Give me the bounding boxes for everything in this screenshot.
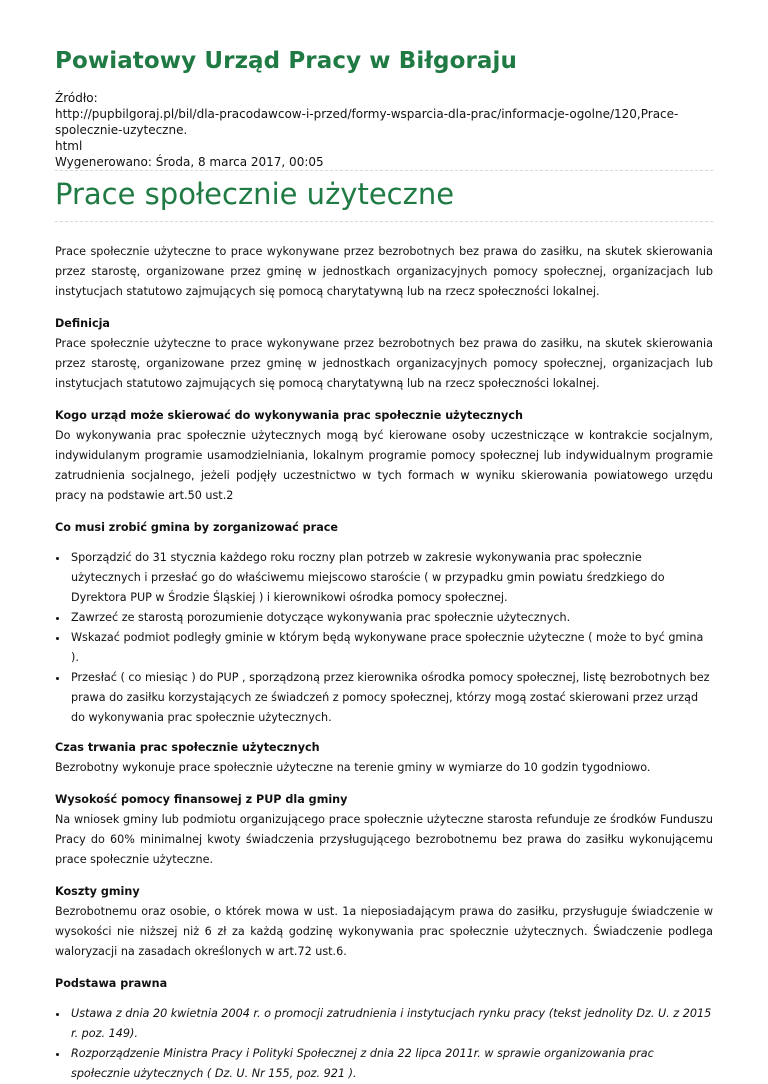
list-item: • Zawrzeć ze starostą porozumienie dotyczące wykonywania prac społecznie użytecznych. [69,608,713,628]
source-url-line2: html [55,139,83,153]
section-text: Bezrobotnemu oraz osobie, o którek mowa w ust. 1a nieposiadającym prawa do zasiłku, przysługuje świadczenie w wysokości nie niższej niż 6 zł za każdą godzinę wykonywania prac społecznie użytecznych. Świadczenie podlega waloryzacji na zasadach określonych w art.72 ust.6. [55,905,713,958]
list-item: • Ustawa z dnia 20 kwietnia 2004 r. o promocji zatrudnienia i instytucjach rynku pracy (tekst jednolity Dz. U. z 2015 r. poz. 149). [69,1004,713,1044]
generated-date: Wygenerowano: Środa, 8 marca 2017, 00:05 [55,155,324,169]
section-koszty-gminy [55,882,713,962]
section-heading: Wysokość pomocy finansowej z PUP dla gminy [55,793,348,806]
section-heading: Kogo urząd może skierować do wykonywania prac społecznie użytecznych [55,409,523,422]
section-heading: Definicja [55,317,110,330]
article-content [55,222,713,1084]
section-czas-trwania [55,738,713,778]
intro-paragraph: Prace społecznie użyteczne to prace wykonywane przez bezrobotnych bez prawa do zasiłku, na skutek skierowania przez starostę, organizowane przez gminę w jednostkach organizacyjnych pomocy społecznej, organizacjach lub instytucjach statutowo zajmujących się pomocą charytatywną lub na rzecz społeczności lokalnej. [55,245,713,298]
section-podstawa-prawna [55,974,713,1084]
section-kogo-urzad [55,406,713,506]
section-text: Prace społecznie użyteczne to prace wykonywane przez bezrobotnych bez prawa do zasiłku, na skutek skierowania przez starostę, organizowane przez gminę w jednostkach organizacyjnych pomocy społecznej, organizacjach lub instytucjach statutowo zajmujących się pomocą charytatywną lub na rzecz społeczności lokalnej. [55,337,713,390]
gmina-steps-list [55,548,713,728]
document-meta [55,90,713,170]
section-definicja [55,314,713,394]
list-item: • Sporządzić do 31 stycznia każdego roku roczny plan potrzeb w zakresie wykonywania prac społecznie użytecznych i przesłać go do właściwemu miejscowo staroście ( w przypadku gmin powiatu średzkiego do Dyrektora PUP w Środzie Śląskiej ) i kierownikowi ośrodka pomocy społecznej. [69,548,713,608]
source-label: Źródło: [55,91,98,105]
section-heading: Co musi zrobić gmina by zorganizować prace [55,521,338,534]
list-item: • Wskazać podmiot podległy gminie w którym będą wykonywane prace społecznie użyteczne ( może to być gmina ). [69,628,713,668]
site-title: Powiatowy Urząd Pracy w Biłgoraju [55,48,517,74]
section-heading: Koszty gminy [55,885,140,898]
section-co-musi-gmina [55,518,713,728]
list-item: • Przesłać ( co miesiąc ) do PUP , sporządzoną przez kierownika ośrodka pomocy społecznej, listę bezrobotnych bez prawa do zasiłku korzystających ze świadczeń z pomocy społecznej, którzy mogą zostać skierowani przez urząd do wykonywania prac społecznie użytecznych. [69,668,713,728]
source-url-line1: http://pupbilgoraj.pl/bil/dla-pracodawcow-i-przed/formy-wsparcia-dla-prac/informacje-ogolne/120,Prace-spolecznie-uzyteczne. [55,107,679,137]
section-wysokosc-pomocy [55,790,713,870]
section-text: Na wniosek gminy lub podmiotu organizującego prace społecznie użyteczne starosta refunduje ze środków Funduszu Pracy do 60% minimalnej kwoty świadczenia przysługującego bezrobotnemu bez prawa do zasiłku wykonującemu prace społecznie użyteczne. [55,813,713,866]
section-text: Bezrobotny wykonuje prace społecznie użyteczne na terenie gminy w wymiarze do 10 godzin tygodniowo. [55,761,651,774]
page-title: Prace społecznie użyteczne [55,177,455,211]
divider-top [55,170,713,171]
section-heading: Podstawa prawna [55,977,168,990]
list-item: • Rozporządzenie Ministra Pracy i Polityki Społecznej z dnia 22 lipca 2011r. w sprawie organizowania prac społecznie użytecznych ( Dz. U. Nr 155, poz. 921 ). [69,1044,713,1084]
legal-basis-list [55,1004,713,1084]
section-heading: Czas trwania prac społecznie użytecznych [55,741,320,754]
section-text: Do wykonywania prac społecznie użytecznych mogą być kierowane osoby uczestniczące w kontrakcie socjalnym, indywidulanym programie usamodzielniania, lokalnym programie pomocy społecznej lub indywidualnym programie zatrudnienia socjalnego, jeżeli podjęły uczestnictwo w tych formach w wyniku skierowania powiatowego urzędu pracy na podstawie art.50 ust.2 [55,429,713,502]
